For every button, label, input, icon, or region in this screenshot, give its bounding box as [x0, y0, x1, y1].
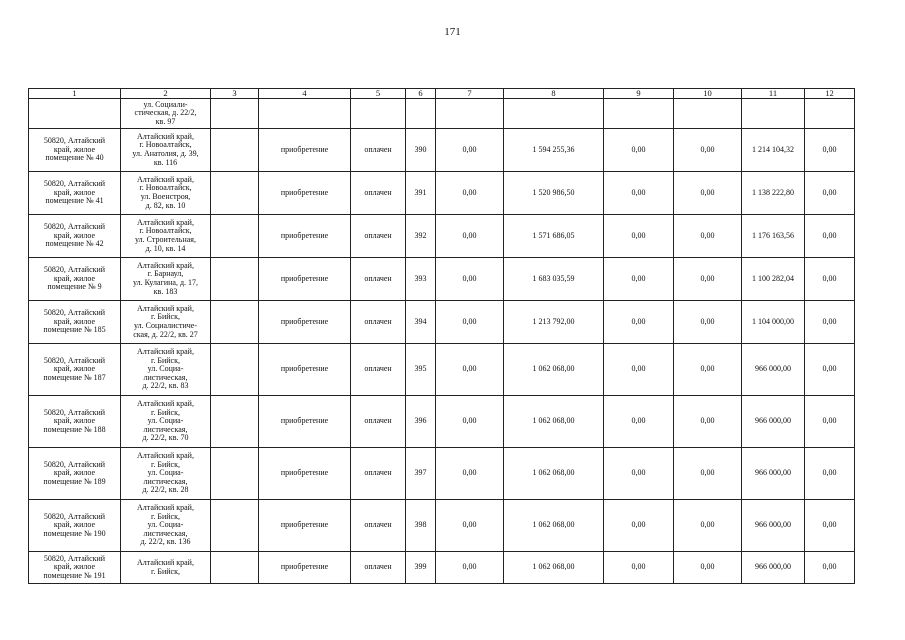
cell-col10: 0,00	[674, 448, 742, 500]
cell-col3	[211, 396, 259, 448]
cell-address: Алтайский край, г. Бийск, ул. Социалистиче- ская, д. 22/2, кв. 27	[121, 301, 211, 344]
cell-number: 393	[406, 258, 436, 301]
cell-col11: 966 000,00	[742, 344, 805, 396]
cell-basis: приобретение	[259, 258, 351, 301]
cell-col7: 0,00	[436, 448, 504, 500]
cell-col10: 0,00	[674, 500, 742, 552]
cell-col9: 0,00	[604, 172, 674, 215]
cell-number: 398	[406, 500, 436, 552]
cell-col11: 966 000,00	[742, 552, 805, 584]
cell-col7: 0,00	[436, 552, 504, 584]
cell-name: 50820, Алтайский край, жилое помещение № 40	[29, 129, 121, 172]
cell-name: 50820, Алтайский край, жилое помещение № 190	[29, 500, 121, 552]
cell-col12: 0,00	[805, 301, 855, 344]
table-row	[29, 448, 855, 500]
cell-col7: 0,00	[436, 215, 504, 258]
cell-number: 392	[406, 215, 436, 258]
cell-col3	[211, 344, 259, 396]
cell-address: Алтайский край, г. Бийск,	[121, 552, 211, 584]
cell-amount: 1 213 792,00	[504, 301, 604, 344]
cell-col3	[211, 258, 259, 301]
cell-address: Алтайский край, г. Бийск, ул. Социа- листическая, д. 22/2, кв. 70	[121, 396, 211, 448]
cell-col10: 0,00	[674, 258, 742, 301]
cell-col12: 0,00	[805, 344, 855, 396]
cell-basis: приобретение	[259, 396, 351, 448]
cell-address: Алтайский край, г. Бийск, ул. Социа- листическая, д. 22/2, кв. 28	[121, 448, 211, 500]
cell-basis: приобретение	[259, 500, 351, 552]
cell-amount: 1 062 068,00	[504, 448, 604, 500]
cell-name: 50820, Алтайский край, жилое помещение № 189	[29, 448, 121, 500]
cell-amount: 1 062 068,00	[504, 552, 604, 584]
cell-amount: 1 062 068,00	[504, 396, 604, 448]
cell-status: оплачен	[351, 215, 406, 258]
cell-col11: 1 100 282,04	[742, 258, 805, 301]
cell-col9: 0,00	[604, 258, 674, 301]
cell-col9: 0,00	[604, 215, 674, 258]
table-row	[29, 552, 855, 584]
column-header: 2	[121, 89, 211, 99]
cell-basis: приобретение	[259, 172, 351, 215]
cell-name: 50820, Алтайский край, жилое помещение № 187	[29, 344, 121, 396]
cell-status: оплачен	[351, 344, 406, 396]
column-header: 9	[604, 89, 674, 99]
cell-col9: 0,00	[604, 396, 674, 448]
cell-address: Алтайский край, г. Барнаул, ул. Кулагина, д. 17, кв. 183	[121, 258, 211, 301]
cell-col11: 966 000,00	[742, 500, 805, 552]
column-header: 10	[674, 89, 742, 99]
cell-col7: 0,00	[436, 500, 504, 552]
cell-col3	[211, 172, 259, 215]
table-row	[29, 500, 855, 552]
cell-number: 399	[406, 552, 436, 584]
cell-name	[29, 99, 121, 129]
cell-basis: приобретение	[259, 448, 351, 500]
cell-name: 50820, Алтайский край, жилое помещение № 191	[29, 552, 121, 584]
column-header: 3	[211, 89, 259, 99]
cell-name: 50820, Алтайский край, жилое помещение № 188	[29, 396, 121, 448]
cell-name: 50820, Алтайский край, жилое помещение № 41	[29, 172, 121, 215]
registry-table	[28, 88, 855, 584]
cell-col10: 0,00	[674, 215, 742, 258]
cell-number: 396	[406, 396, 436, 448]
cell-amount: 1 594 255,36	[504, 129, 604, 172]
cell-col12: 0,00	[805, 396, 855, 448]
table-row	[29, 396, 855, 448]
cell-col3	[211, 129, 259, 172]
column-header-row	[29, 89, 855, 99]
table-row	[29, 258, 855, 301]
column-header: 1	[29, 89, 121, 99]
column-header: 4	[259, 89, 351, 99]
table-row	[29, 129, 855, 172]
cell-amount: 1 062 068,00	[504, 500, 604, 552]
cell-col11: 966 000,00	[742, 448, 805, 500]
cell-col7: 0,00	[436, 129, 504, 172]
continuation-row	[29, 99, 855, 129]
cell-status: оплачен	[351, 129, 406, 172]
cell-col7: 0,00	[436, 396, 504, 448]
cell-col12: 0,00	[805, 129, 855, 172]
cell-basis: приобретение	[259, 301, 351, 344]
cell-col9: 0,00	[604, 448, 674, 500]
column-header: 5	[351, 89, 406, 99]
column-header: 12	[805, 89, 855, 99]
cell-col9: 0,00	[604, 552, 674, 584]
cell-col9: 0,00	[604, 129, 674, 172]
column-header: 8	[504, 89, 604, 99]
cell-address: ул. Социали- стическая, д. 22/2, кв. 97	[121, 99, 211, 129]
cell-col11: 1 138 222,80	[742, 172, 805, 215]
table-row	[29, 172, 855, 215]
cell-col12: 0,00	[805, 448, 855, 500]
cell-status: оплачен	[351, 500, 406, 552]
cell-col3	[211, 301, 259, 344]
cell-col7: 0,00	[436, 301, 504, 344]
cell-name: 50820, Алтайский край, жилое помещение № 42	[29, 215, 121, 258]
cell-address: Алтайский край, г. Новоалтайск, ул. Строительная, д. 10, кв. 14	[121, 215, 211, 258]
cell-col3	[211, 500, 259, 552]
cell-col10: 0,00	[674, 396, 742, 448]
cell-col11: 1 104 000,00	[742, 301, 805, 344]
cell-status: оплачен	[351, 448, 406, 500]
cell-col3	[211, 448, 259, 500]
cell-col3	[211, 552, 259, 584]
cell-number: 391	[406, 172, 436, 215]
cell-number: 397	[406, 448, 436, 500]
cell-status: оплачен	[351, 552, 406, 584]
cell-col12: 0,00	[805, 500, 855, 552]
cell-address: Алтайский край, г. Новоалтайск, ул. Анатолия, д. 39, кв. 116	[121, 129, 211, 172]
cell-col9: 0,00	[604, 301, 674, 344]
page-number: 171	[444, 26, 461, 38]
cell-col10: 0,00	[674, 129, 742, 172]
cell-basis: приобретение	[259, 129, 351, 172]
cell-col10: 0,00	[674, 301, 742, 344]
cell-number: 394	[406, 301, 436, 344]
table-row	[29, 215, 855, 258]
cell-col12: 0,00	[805, 215, 855, 258]
cell-address: Алтайский край, г. Новоалтайск, ул. Военстроя, д. 82, кв. 10	[121, 172, 211, 215]
table-row	[29, 344, 855, 396]
cell-amount: 1 520 986,50	[504, 172, 604, 215]
cell-address: Алтайский край, г. Бийск, ул. Социа- листическая, д. 22/2, кв. 136	[121, 500, 211, 552]
cell-amount: 1 683 035,59	[504, 258, 604, 301]
cell-status: оплачен	[351, 301, 406, 344]
cell-status: оплачен	[351, 172, 406, 215]
cell-basis: приобретение	[259, 552, 351, 584]
cell-col9: 0,00	[604, 344, 674, 396]
cell-col11: 966 000,00	[742, 396, 805, 448]
cell-col10: 0,00	[674, 344, 742, 396]
cell-col7: 0,00	[436, 344, 504, 396]
cell-col9: 0,00	[604, 500, 674, 552]
column-header: 7	[436, 89, 504, 99]
cell-col12: 0,00	[805, 552, 855, 584]
cell-name: 50820, Алтайский край, жилое помещение № 185	[29, 301, 121, 344]
cell-col10: 0,00	[674, 552, 742, 584]
cell-col3	[211, 215, 259, 258]
cell-col11: 1 214 104,32	[742, 129, 805, 172]
cell-basis: приобретение	[259, 344, 351, 396]
cell-amount: 1 571 686,05	[504, 215, 604, 258]
cell-col7: 0,00	[436, 258, 504, 301]
cell-basis: приобретение	[259, 215, 351, 258]
cell-col10: 0,00	[674, 172, 742, 215]
cell-number: 390	[406, 129, 436, 172]
cell-col11: 1 176 163,56	[742, 215, 805, 258]
cell-col12: 0,00	[805, 172, 855, 215]
cell-status: оплачен	[351, 258, 406, 301]
table-row	[29, 301, 855, 344]
column-header: 6	[406, 89, 436, 99]
cell-status: оплачен	[351, 396, 406, 448]
column-header: 11	[742, 89, 805, 99]
cell-col7: 0,00	[436, 172, 504, 215]
cell-name: 50820, Алтайский край, жилое помещение № 9	[29, 258, 121, 301]
cell-address: Алтайский край, г. Бийск, ул. Социа- листическая, д. 22/2, кв. 83	[121, 344, 211, 396]
cell-col12: 0,00	[805, 258, 855, 301]
cell-number: 395	[406, 344, 436, 396]
cell-amount: 1 062 068,00	[504, 344, 604, 396]
